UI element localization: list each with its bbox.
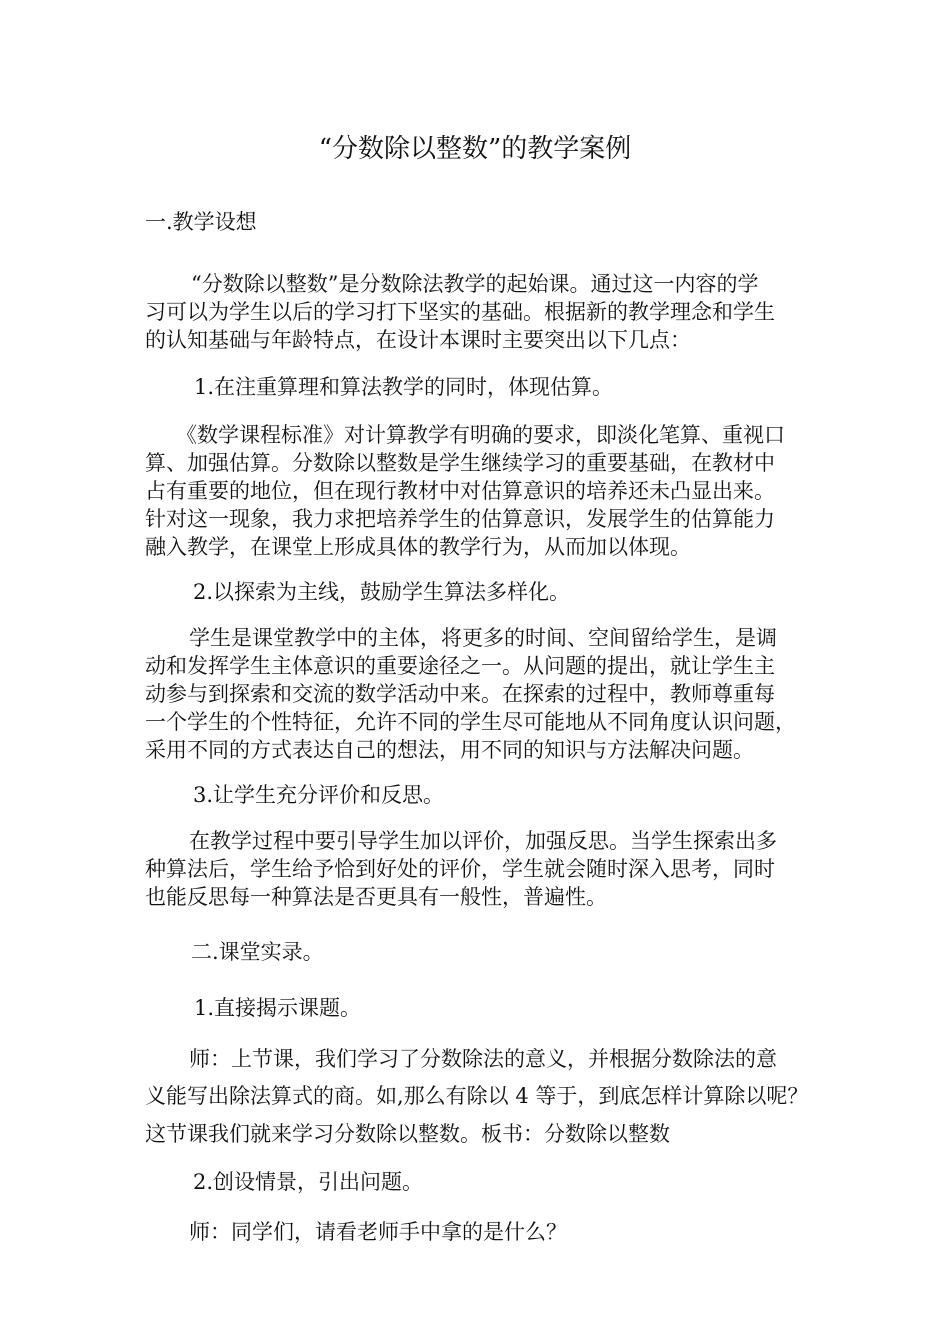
paragraph-line: 这节课我们就来学习分数除以整数。板书：分数除以整数 <box>145 1122 670 1146</box>
paragraph-line: 《数学课程标准》对计算教学有明确的要求，即淡化笔算、重视口 <box>176 423 785 447</box>
paragraph-line: 动和发挥学生主体意识的重要途径之一。从问题的提出，就让学生主 <box>145 654 775 678</box>
paragraph-line: 学生是课堂教学中的主体，将更多的时间、空间留给学生，是调 <box>189 626 777 650</box>
paragraph-line: 在教学过程中要引导学生加以评价，加强反思。当学生探索出多 <box>189 829 777 853</box>
document-title: “分数除以整数”的教学案例 <box>318 134 632 164</box>
paragraph-line: 动参与到探索和交流的数学活动中来。在探索的过程中，教师尊重每 <box>145 682 775 706</box>
step-heading-2: 2.创设情景，引出问题。 <box>193 1170 424 1194</box>
section-heading-teaching-idea: 一.教学设想 <box>145 210 257 234</box>
point-heading-3: 3.让学生充分评价和反思。 <box>193 783 445 807</box>
paragraph-line: 的认知基础与年龄特点，在设计本课时主要突出以下几点： <box>145 328 691 352</box>
paragraph-line: 习可以为学生以后的学习打下坚实的基础。根据新的教学理念和学生 <box>145 300 775 324</box>
paragraph-line: 算、加强估算。分数除以整数是学生继续学习的重要基础，在教材中 <box>145 451 775 475</box>
paragraph-line: 义能写出除法算式的商。如,那么有除以 4 等于，到底怎样计算除以呢？ <box>145 1084 809 1108</box>
paragraph-line: 采用不同的方式表达自己的想法，用不同的知识与方法解决问题。 <box>145 738 754 762</box>
point-heading-1: 1.在注重算理和算法教学的同时，体现估算。 <box>194 375 614 399</box>
paragraph-line: 种算法后，学生给予恰到好处的评价，学生就会随时深入思考，同时 <box>145 857 775 881</box>
paragraph-line: 师：上节课，我们学习了分数除法的意义，并根据分数除法的意 <box>189 1047 777 1071</box>
paragraph-line: 融入教学，在课堂上形成具体的教学行为，从而加以体现。 <box>145 535 691 559</box>
section-heading-classroom-record: 二.课堂实录。 <box>191 940 324 964</box>
paragraph-line: 占有重要的地位，但在现行教材中对估算意识的培养还未凸显出来。 <box>145 479 775 503</box>
paragraph-line: 也能反思每一种算法是否更具有一般性，普遍性。 <box>145 885 607 909</box>
paragraph-line: 针对这一现象，我力求把培养学生的估算意识，发展学生的估算能力 <box>145 507 775 531</box>
step-heading-1: 1.直接揭示课题。 <box>194 996 362 1020</box>
paragraph-line: 师：同学们，请看老师手中拿的是什么？ <box>189 1220 567 1244</box>
point-heading-2: 2.以探索为主线，鼓励学生算法多样化。 <box>193 580 571 604</box>
paragraph-line: 一个学生的个性特征，允许不同的学生尽可能地从不同角度认识问题， <box>145 710 796 734</box>
paragraph-line: “分数除以整数”是分数除法教学的起始课。通过这一内容的学 <box>191 272 759 296</box>
